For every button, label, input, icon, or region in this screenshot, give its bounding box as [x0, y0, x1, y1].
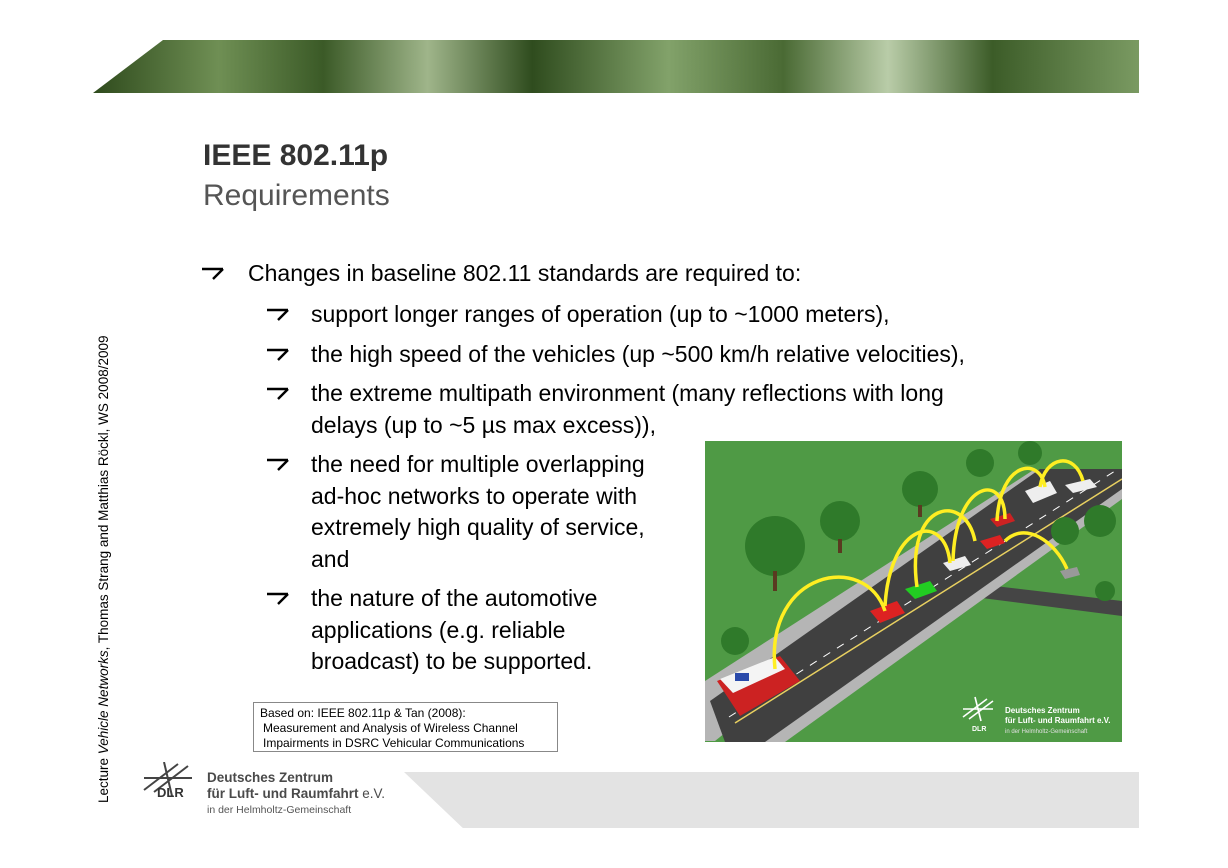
footer-org-line-2: für Luft- und Raumfahrt e.V.	[207, 786, 386, 801]
reference-line-2: Measurement and Analysis of Wireless Channel	[263, 721, 518, 735]
bullet-arrow-icon	[266, 386, 290, 400]
bullet-sub-2: the high speed of the vehicles (up ~500 km/h relative velocities),	[311, 341, 965, 367]
lecture-side-text: Lecture Vehicle Networks, Thomas Strang and Matthias Röckl, WS 2008/2009	[96, 335, 111, 803]
bullet-sub-4-line-1: the need for multiple overlapping	[311, 451, 645, 477]
illustration-logo-line-2: für Luft- und Raumfahrt e.V.	[1005, 716, 1111, 725]
reference-line-1: Based on: IEEE 802.11p & Tan (2008):	[260, 706, 466, 720]
illustration-logo-dlr: DLR	[972, 726, 987, 733]
bullet-arrow-icon	[201, 266, 225, 280]
bullet-sub-1: support longer ranges of operation (up to ~1000 meters),	[311, 301, 890, 327]
footer-logo-dlr: DLR	[157, 785, 184, 800]
reference-line-3: Impairments in DSRC Vehicular Communications	[263, 736, 525, 750]
slide-title: IEEE 802.11p	[203, 139, 389, 172]
bullet-main: Changes in baseline 802.11 standards are required to:	[248, 260, 802, 286]
bullet-sub-5-line-3: broadcast) to be supported.	[311, 648, 593, 674]
vehicle-network-illustration	[705, 441, 1122, 742]
bullet-sub-5-line-2: applications (e.g. reliable	[311, 617, 566, 643]
footer-org-line-1: Deutsches Zentrum	[207, 770, 334, 785]
bullet-arrow-icon	[266, 457, 290, 471]
header-banner-image	[93, 40, 1139, 93]
bullet-sub-4-line-4: and	[311, 546, 350, 572]
bullet-sub-4-line-2: ad-hoc networks to operate with	[311, 483, 638, 509]
bullet-arrow-icon	[266, 307, 290, 321]
footer-org-line-3: in der Helmholtz-Gemeinschaft	[207, 804, 352, 816]
bullet-arrow-icon	[266, 347, 290, 361]
slide-subtitle: Requirements	[203, 179, 390, 212]
bullet-sub-5-line-1: the nature of the automotive	[311, 585, 598, 611]
illustration-logo-line-3: in der Helmholtz-Gemeinschaft	[1005, 729, 1088, 735]
reference-box	[253, 702, 558, 752]
footer-shape	[404, 772, 1139, 828]
bullet-arrow-icon	[266, 591, 290, 605]
illustration-logo-line-1: Deutsches Zentrum	[1005, 706, 1080, 715]
bullet-sub-4-line-3: extremely high quality of service,	[311, 514, 645, 540]
bullet-sub-3-line-1: the extreme multipath environment (many reflections with long	[311, 380, 944, 406]
bullet-sub-3-line-2: delays (up to ~5 µs max excess)),	[311, 412, 656, 438]
